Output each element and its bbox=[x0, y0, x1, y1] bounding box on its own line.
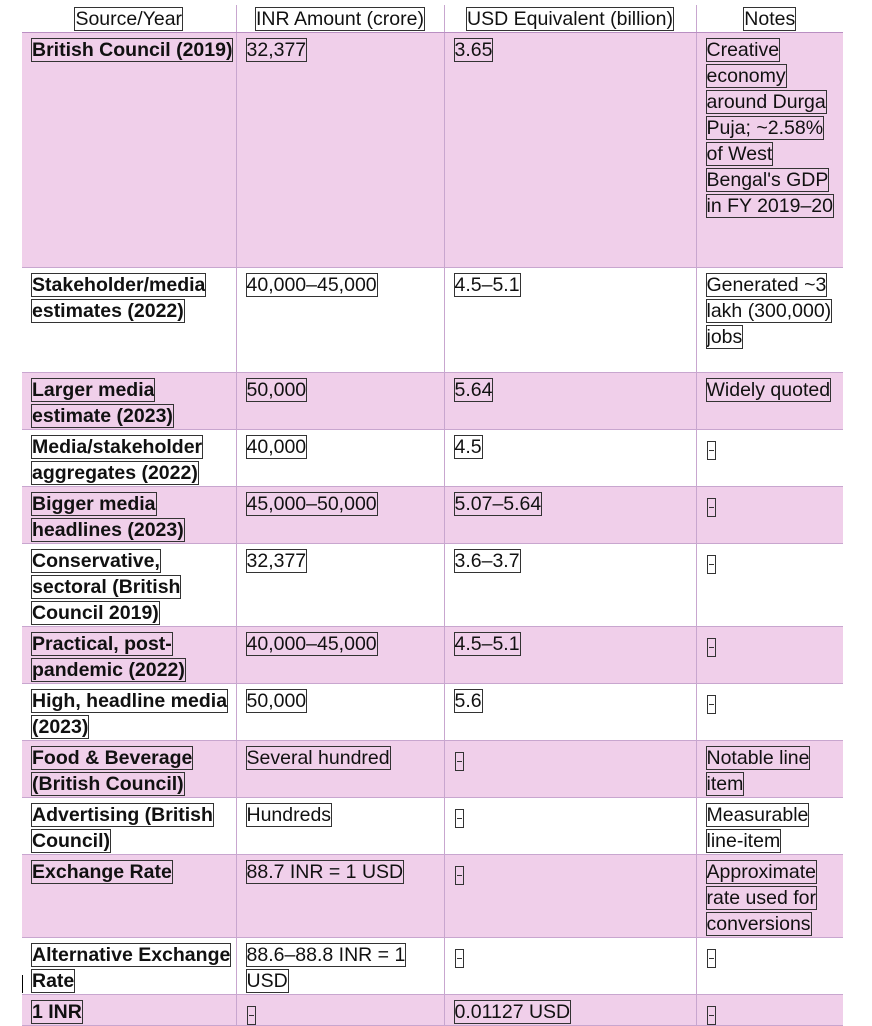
inr-cell bbox=[236, 741, 444, 798]
source-cell bbox=[22, 684, 236, 741]
usd-cell bbox=[444, 544, 696, 627]
source-text: Advertising (British Council) bbox=[32, 804, 213, 852]
usd-cell bbox=[444, 373, 696, 430]
inr-cell bbox=[236, 855, 444, 938]
source-cell bbox=[22, 855, 236, 938]
inr-text: 40,000 bbox=[246, 436, 307, 458]
source-text: High, headline media (2023) bbox=[32, 690, 228, 738]
table-row bbox=[22, 995, 843, 1026]
empty-value-box bbox=[707, 949, 716, 968]
usd-text: 4.5 bbox=[454, 436, 482, 458]
usd-text: 5.64 bbox=[454, 379, 493, 401]
source-text: Alternative Exchange Rate bbox=[32, 944, 231, 992]
notes-text: Widely quoted bbox=[706, 379, 831, 401]
table-row bbox=[22, 33, 843, 268]
header-source-year: Source/Year bbox=[22, 5, 236, 33]
source-text: Bigger media headlines (2023) bbox=[32, 493, 184, 541]
notes-cell bbox=[696, 995, 843, 1026]
usd-cell bbox=[444, 268, 696, 373]
header-usd-equivalent: USD Equivalent (billion) bbox=[444, 5, 696, 33]
empty-value-box bbox=[707, 1006, 716, 1025]
usd-text: 4.5–5.1 bbox=[454, 274, 520, 296]
usd-text: 3.65 bbox=[454, 39, 493, 61]
notes-cell bbox=[696, 430, 843, 487]
empty-value-box bbox=[707, 441, 716, 460]
usd-text: 3.6–3.7 bbox=[454, 550, 520, 572]
table-row bbox=[22, 798, 843, 855]
table-row bbox=[22, 487, 843, 544]
inr-cell bbox=[236, 938, 444, 995]
inr-cell bbox=[236, 33, 444, 268]
source-cell bbox=[22, 487, 236, 544]
notes-cell bbox=[696, 855, 843, 938]
source-text: Media/stakeholder aggregates (2022) bbox=[32, 436, 203, 484]
empty-value-box bbox=[455, 752, 464, 771]
inr-text: 45,000–50,000 bbox=[246, 493, 377, 515]
inr-cell bbox=[236, 544, 444, 627]
notes-cell bbox=[696, 487, 843, 544]
notes-cell bbox=[696, 544, 843, 627]
source-cell bbox=[22, 938, 236, 995]
empty-value-box bbox=[707, 638, 716, 657]
empty-value-box bbox=[455, 809, 464, 828]
source-text: Practical, post-pandemic (2022) bbox=[32, 633, 185, 681]
inr-cell bbox=[236, 430, 444, 487]
source-text: Larger media estimate (2023) bbox=[32, 379, 173, 427]
inr-cell bbox=[236, 995, 444, 1026]
inr-cell bbox=[236, 627, 444, 684]
table-row bbox=[22, 684, 843, 741]
source-cell bbox=[22, 33, 236, 268]
usd-text: 5.6 bbox=[454, 690, 482, 712]
notes-cell bbox=[696, 741, 843, 798]
notes-text: Approximate rate used for conversions bbox=[706, 861, 816, 935]
usd-cell bbox=[444, 487, 696, 544]
table-header bbox=[22, 5, 843, 33]
inr-text: 32,377 bbox=[246, 39, 307, 61]
usd-cell bbox=[444, 430, 696, 487]
inr-text: 88.7 INR = 1 USD bbox=[246, 861, 404, 883]
empty-value-box bbox=[707, 695, 716, 714]
usd-cell bbox=[444, 741, 696, 798]
inr-text: 40,000–45,000 bbox=[246, 633, 377, 655]
notes-cell bbox=[696, 627, 843, 684]
notes-cell bbox=[696, 268, 843, 373]
empty-value-box bbox=[455, 949, 464, 968]
empty-value-box bbox=[455, 866, 464, 885]
usd-cell bbox=[444, 995, 696, 1026]
source-cell bbox=[22, 430, 236, 487]
durga-puja-economy-table bbox=[22, 5, 843, 1026]
table-row bbox=[22, 741, 843, 798]
usd-text: 0.01127 USD bbox=[454, 1001, 571, 1023]
usd-cell bbox=[444, 798, 696, 855]
header-notes: Notes bbox=[696, 5, 843, 33]
usd-cell bbox=[444, 33, 696, 268]
header-inr-amount: INR Amount (crore) bbox=[236, 5, 444, 33]
table-row bbox=[22, 938, 843, 995]
notes-text: Creative economy around Durga Puja; ~2.58% of West Bengal's GDP in FY 2019–20 bbox=[706, 39, 833, 217]
inr-text: 50,000 bbox=[246, 690, 307, 712]
usd-cell bbox=[444, 938, 696, 995]
inr-text: 40,000–45,000 bbox=[246, 274, 377, 296]
source-cell bbox=[22, 627, 236, 684]
notes-text: Measurable line-item bbox=[706, 804, 809, 852]
source-text: Stakeholder/media estimates (2022) bbox=[32, 274, 206, 322]
usd-text: 4.5–5.1 bbox=[454, 633, 520, 655]
inr-text: Several hundred bbox=[246, 747, 390, 769]
empty-value-box bbox=[247, 1006, 256, 1025]
header-row bbox=[22, 5, 843, 33]
notes-text: Generated ~3 lakh (300,000) jobs bbox=[706, 274, 832, 348]
notes-cell bbox=[696, 373, 843, 430]
source-text: British Council (2019) bbox=[32, 39, 233, 61]
notes-cell bbox=[696, 938, 843, 995]
usd-text: 5.07–5.64 bbox=[454, 493, 542, 515]
table-row bbox=[22, 268, 843, 373]
usd-cell bbox=[444, 684, 696, 741]
source-cell bbox=[22, 544, 236, 627]
notes-cell bbox=[696, 684, 843, 741]
text-cursor bbox=[22, 975, 23, 993]
source-text: Conservative, sectoral (British Council 2019) bbox=[32, 550, 181, 624]
usd-cell bbox=[444, 627, 696, 684]
empty-value-box bbox=[707, 498, 716, 517]
notes-cell bbox=[696, 798, 843, 855]
notes-cell bbox=[696, 33, 843, 268]
source-text: Exchange Rate bbox=[32, 861, 172, 883]
source-cell bbox=[22, 995, 236, 1026]
table-row bbox=[22, 544, 843, 627]
notes-text: Notable line item bbox=[706, 747, 810, 795]
source-text: 1 INR bbox=[32, 1001, 82, 1023]
table-row bbox=[22, 855, 843, 938]
empty-value-box bbox=[707, 555, 716, 574]
inr-cell bbox=[236, 268, 444, 373]
table-row bbox=[22, 627, 843, 684]
source-cell bbox=[22, 268, 236, 373]
source-text: Food & Beverage (British Council) bbox=[32, 747, 193, 795]
source-cell bbox=[22, 741, 236, 798]
inr-text: Hundreds bbox=[246, 804, 332, 826]
source-cell bbox=[22, 798, 236, 855]
inr-cell bbox=[236, 373, 444, 430]
inr-text: 32,377 bbox=[246, 550, 307, 572]
source-cell bbox=[22, 373, 236, 430]
inr-text: 50,000 bbox=[246, 379, 307, 401]
usd-cell bbox=[444, 855, 696, 938]
inr-cell bbox=[236, 684, 444, 741]
table-row bbox=[22, 430, 843, 487]
inr-text: 88.6–88.8 INR = 1 USD bbox=[246, 944, 406, 992]
inr-cell bbox=[236, 798, 444, 855]
table-body bbox=[22, 33, 843, 1026]
inr-cell bbox=[236, 487, 444, 544]
table-row bbox=[22, 373, 843, 430]
